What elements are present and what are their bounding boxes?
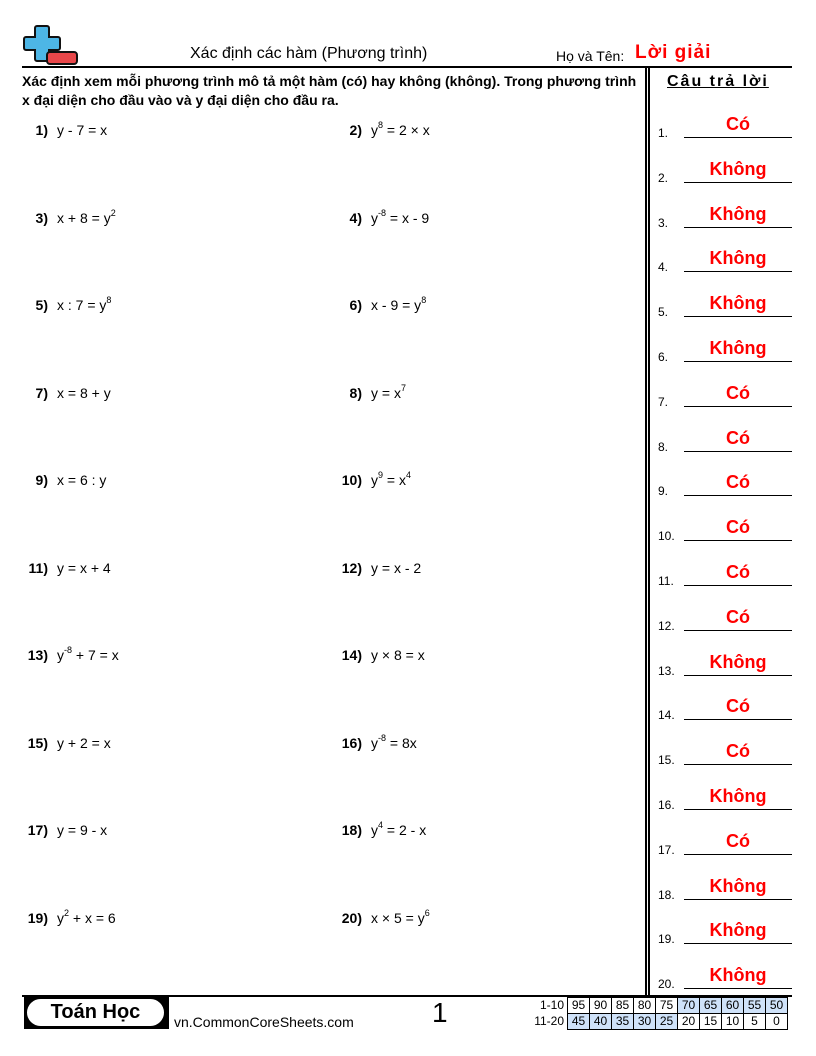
problem-number: 9) [35, 472, 48, 488]
equation-text: y [371, 122, 378, 138]
exponent: 8 [421, 295, 427, 305]
equation [371, 297, 426, 313]
equation-text: = x [383, 472, 406, 488]
answer-blank-line [684, 451, 792, 452]
problem-item [349, 295, 427, 313]
problem-item [28, 559, 111, 576]
answer-blank-line [684, 943, 792, 944]
equation-text: y + 2 = x [57, 734, 111, 751]
exponent: 6 [424, 907, 430, 918]
problem-number: 6) [349, 297, 362, 313]
equation [371, 560, 421, 576]
equation-text: y - 7 = x [57, 122, 108, 138]
problem-number: 12) [341, 559, 362, 576]
equation [371, 907, 430, 926]
equation [371, 122, 430, 138]
problem-number: 10) [341, 472, 362, 488]
equation [57, 907, 116, 926]
equation [57, 385, 111, 401]
equation-text: + x = 6 [69, 909, 116, 926]
answer-value: Có [726, 606, 750, 627]
answer-row [658, 468, 792, 498]
exponent: -8 [378, 732, 387, 743]
instructions: Xác định xem mỗi phương trình mô tả một hàm (có) hay không (không). Trong phương trình x đại diện cho đầu vào và y đại diện cho đầu ra. [22, 73, 637, 108]
answer-number: 2. [658, 170, 669, 185]
problem-item [349, 207, 430, 226]
problem-number: 14) [341, 647, 362, 663]
answer-value: Có [726, 472, 750, 493]
score-row [520, 1014, 788, 1030]
answer-blank-line [684, 585, 792, 586]
name-value: Lời giải [635, 42, 712, 63]
problem-number: 11) [28, 559, 48, 576]
problem-number: 4) [349, 209, 362, 226]
score-cell: 25 [656, 1014, 678, 1030]
answer-number: 17. [658, 842, 675, 857]
equation-text: x : 7 = y [57, 297, 107, 313]
equation [57, 647, 119, 663]
equation-text: x = 8 + y [57, 384, 111, 401]
problem-item [341, 732, 417, 751]
plus-minus-logo-icon [23, 24, 79, 66]
equation [57, 735, 111, 751]
answer-row [658, 603, 792, 633]
answer-row [658, 916, 792, 946]
equation [57, 822, 107, 838]
answer-blank-line [684, 227, 792, 228]
equation-text: y = x - 2 [371, 559, 422, 576]
answer-value: Không [709, 875, 767, 896]
problem-item [35, 472, 107, 488]
answer-number: 19. [658, 932, 675, 947]
score-row-label: 11-20 [534, 1014, 564, 1028]
problem-item [27, 734, 111, 751]
score-cell: 35 [612, 1014, 634, 1030]
answer-number: 4. [658, 260, 669, 275]
problem-item [35, 207, 116, 226]
answer-row [658, 424, 792, 454]
score-row [520, 998, 788, 1014]
answer-value: Không [709, 651, 767, 672]
score-cell: 15 [700, 1014, 722, 1030]
problem-number: 1) [35, 122, 48, 138]
equation-text: = 2 × x [383, 122, 430, 138]
answer-number: 15. [658, 753, 675, 768]
answer-value: Có [726, 382, 750, 403]
equation-text: y [371, 472, 378, 488]
problem-item [341, 907, 430, 926]
answer-value: Có [726, 562, 750, 582]
score-row-label: 1-10 [539, 998, 564, 1012]
exponent: -8 [64, 645, 73, 655]
equation [57, 122, 107, 138]
problem-number: 16) [341, 734, 362, 751]
equation [371, 472, 411, 488]
exponent: 8 [378, 120, 384, 130]
answer-blank-line [684, 899, 792, 900]
worksheet-title: Xác định các hàm (Phương trình) [190, 45, 428, 62]
exponent: 2 [64, 907, 70, 918]
equation [57, 207, 116, 226]
score-cell: 70 [678, 998, 700, 1014]
answer-value: Không [709, 338, 767, 358]
score-cell: 60 [722, 998, 744, 1014]
equation-text: y [57, 647, 64, 663]
score-cell: 20 [678, 1014, 700, 1030]
equation [57, 472, 106, 488]
score-cell: 65 [700, 998, 722, 1014]
score-cell: 55 [744, 998, 766, 1014]
problem-number: 3) [35, 209, 48, 226]
exponent: -8 [378, 207, 387, 218]
answers-title: Câu trả lời [667, 73, 769, 90]
score-cell: 85 [612, 998, 634, 1014]
site-url: vn.CommonCoreSheets.com [174, 1014, 354, 1030]
answer-number: 16. [658, 798, 675, 812]
answer-value: Không [709, 920, 767, 941]
equation-text: y [371, 822, 378, 838]
answer-row [658, 289, 792, 319]
answer-number: 8. [658, 439, 669, 454]
problem-item [27, 822, 108, 838]
answer-blank-line [684, 854, 792, 855]
problem-number: 8) [349, 384, 362, 401]
answer-blank-line [684, 540, 792, 541]
answer-blank-line [684, 361, 792, 362]
answer-row [658, 827, 792, 857]
score-cell: 10 [722, 1014, 744, 1030]
problem-item [35, 122, 108, 138]
answer-blank-line [684, 719, 792, 720]
answer-blank-line [684, 495, 792, 496]
answer-blank-line [684, 271, 792, 272]
answer-value: Có [726, 741, 750, 762]
answer-row [658, 961, 792, 991]
equation [371, 822, 426, 838]
score-cell: 45 [568, 1014, 590, 1030]
equation-text: y = 9 - x [57, 822, 108, 838]
answer-number: 13. [658, 663, 675, 678]
answer-number: 14. [658, 708, 675, 723]
problem-item [349, 120, 430, 138]
answer-row [658, 692, 792, 722]
equation-text: = 8x [386, 734, 417, 751]
answer-blank-line [684, 630, 792, 631]
problem-number: 7) [35, 384, 48, 401]
answer-value: Không [709, 293, 767, 314]
equation [57, 297, 111, 313]
equation-text: + 7 = x [72, 647, 119, 663]
answer-row [658, 737, 792, 767]
exponent: 7 [400, 382, 406, 393]
answer-number: 7. [658, 394, 669, 409]
equation [371, 647, 425, 663]
answer-value: Có [726, 517, 750, 538]
answer-value: Có [726, 114, 750, 134]
score-cell: 50 [766, 998, 788, 1014]
answer-blank-line [684, 988, 792, 989]
answer-blank-line [684, 137, 792, 138]
answer-row [658, 200, 792, 230]
score-cell: 80 [634, 998, 656, 1014]
answer-value: Có [726, 830, 750, 851]
equation [371, 732, 417, 751]
exponent: 2 [110, 207, 116, 218]
answer-value: Không [709, 786, 767, 806]
answer-row [658, 334, 792, 364]
page-number: 1 [432, 997, 448, 1028]
answer-value: Không [709, 158, 767, 179]
header-rule [22, 66, 792, 68]
answer-row [658, 155, 792, 185]
answer-value: Không [709, 965, 767, 986]
equation-text: y = x + 4 [57, 559, 111, 576]
answer-number: 5. [658, 305, 669, 320]
exponent: 8 [106, 295, 112, 305]
answer-row [658, 872, 792, 902]
equation-text: y × 8 = x [371, 647, 425, 663]
brand-label: Toán Học [27, 999, 164, 1026]
answer-row [658, 558, 792, 588]
answer-number: 11. [658, 574, 674, 588]
answer-blank-line [684, 809, 792, 810]
answer-number: 12. [658, 618, 675, 633]
problem-item [341, 647, 425, 663]
answer-blank-line [684, 182, 792, 183]
problem-number: 5) [35, 297, 48, 313]
equation-text: y [57, 909, 64, 926]
score-table [520, 997, 788, 1030]
answer-row [658, 244, 792, 274]
answer-number: 10. [658, 529, 675, 544]
score-cell: 40 [590, 1014, 612, 1030]
equation-text: y [371, 734, 378, 751]
score-cell: 95 [568, 998, 590, 1014]
score-cell: 5 [744, 1014, 766, 1030]
name-label: Họ và Tên: [556, 48, 625, 64]
equation-text: x × 5 = y [371, 909, 425, 926]
score-cell: 75 [656, 998, 678, 1014]
problem-number: 20) [341, 909, 362, 926]
exponent: 4 [378, 820, 384, 830]
answer-number: 18. [658, 887, 675, 902]
problem-item [341, 470, 411, 488]
score-cell: 30 [634, 1014, 656, 1030]
problem-number: 19) [27, 909, 48, 926]
answer-number: 1. [658, 126, 669, 140]
problem-item [349, 382, 406, 401]
answer-row [658, 513, 792, 543]
equation-text: = 2 - x [383, 822, 427, 838]
answer-row [658, 379, 792, 409]
problem-number: 17) [27, 822, 48, 838]
equation-text: x = 6 : y [57, 472, 107, 488]
answer-blank-line [684, 764, 792, 765]
answer-blank-line [684, 316, 792, 317]
column-divider [645, 67, 650, 996]
answer-number: 6. [658, 350, 669, 364]
equation [371, 207, 430, 226]
equation-text: y = x [371, 384, 401, 401]
answer-number: 3. [658, 215, 669, 230]
score-cell: 90 [590, 998, 612, 1014]
problem-item [35, 384, 111, 401]
equation [371, 382, 406, 401]
problem-item [27, 645, 119, 663]
exponent: 4 [405, 470, 411, 480]
problem-item [35, 295, 112, 313]
problem-number: 15) [27, 734, 48, 751]
answer-blank-line [684, 675, 792, 676]
exponent: 9 [378, 470, 384, 480]
answer-value: Có [726, 427, 750, 448]
problem-number: 2) [349, 122, 362, 138]
answer-row [658, 648, 792, 678]
equation [57, 560, 111, 576]
equation-text: x - 9 = y [371, 297, 422, 313]
equation-text: y [371, 209, 378, 226]
answer-row [658, 782, 792, 812]
answer-value: Có [726, 696, 750, 717]
answer-number: 20. [658, 977, 675, 992]
answer-number: 9. [658, 484, 669, 499]
answer-value: Không [709, 248, 767, 269]
problem-number: 13) [27, 647, 48, 663]
equation-text: = x - 9 [386, 209, 430, 226]
equation-text: x + 8 = y [57, 209, 111, 226]
problem-number: 18) [341, 822, 362, 838]
score-cell: 0 [766, 1014, 788, 1030]
answer-blank-line [684, 406, 792, 407]
problem-item [341, 559, 422, 576]
answer-value: Không [709, 203, 767, 224]
answer-row [658, 110, 792, 140]
problem-item [27, 907, 116, 926]
problem-item [341, 820, 427, 838]
